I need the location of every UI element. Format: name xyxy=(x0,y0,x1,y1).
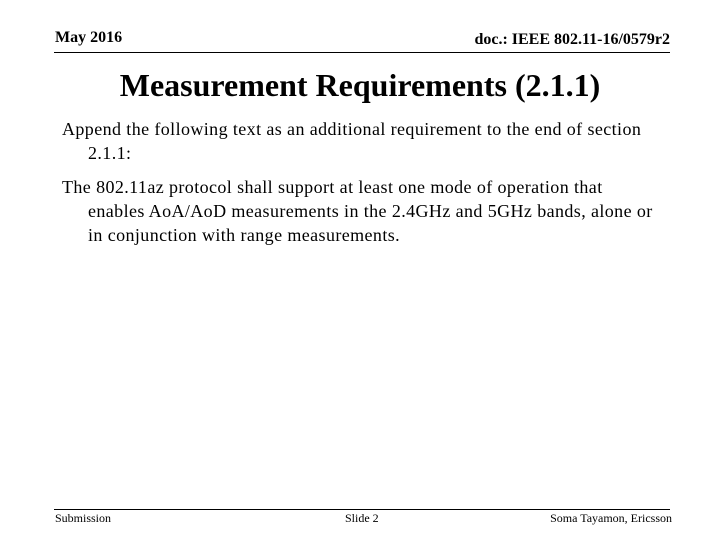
header-doc-id: doc.: IEEE 802.11-16/0579r2 xyxy=(474,31,670,48)
footer-author: Soma Tayamon, Ericsson xyxy=(550,511,672,525)
header-divider xyxy=(54,52,670,53)
slide-body xyxy=(62,117,662,257)
header-date: May 2016 xyxy=(55,29,123,46)
footer-submission: Submission xyxy=(55,511,112,525)
footer-slide-number: Slide 2 xyxy=(345,511,379,525)
slide-title: Measurement Requirements (2.1.1) xyxy=(119,67,601,103)
footer-divider xyxy=(54,509,670,510)
body-paragraph: The 802.11az protocol shall support at least one mode of operation that enables AoA/AoD measurements in the 2.4GHz and 5GHz bands, alone or in conjunction with range measurements. xyxy=(62,177,653,245)
body-paragraph: Append the following text as an additional requirement to the end of section 2.1.1: xyxy=(62,119,642,163)
